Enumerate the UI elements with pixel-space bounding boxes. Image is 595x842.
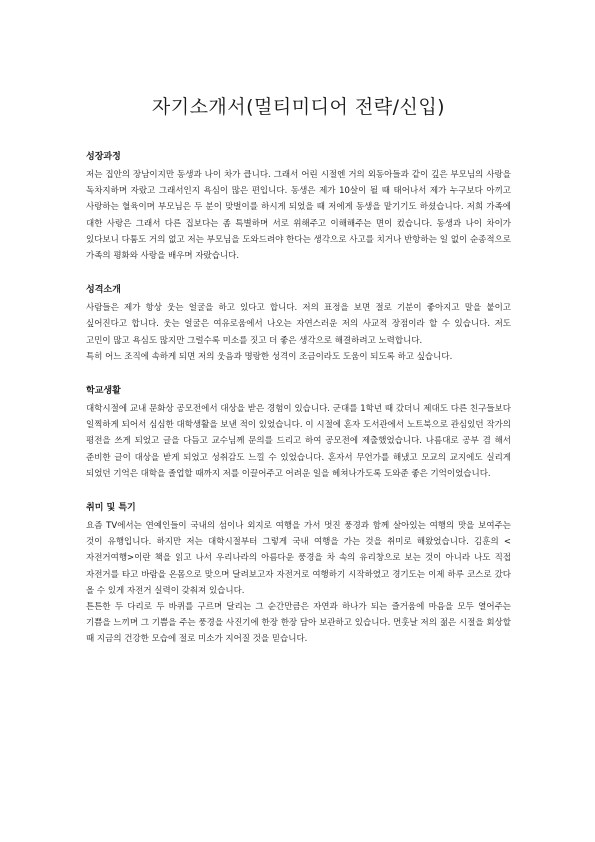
section-growth [86, 151, 511, 264]
section-paragraph: 사람들은 제가 항상 웃는 얼굴을 하고 있다고 합니다. 저의 표정을 보면 절로 기분이 좋아지고 말을 붙이고 싶어진다고 합니다. 웃는 얼굴은 여유로움에서 나오는 자연스러운 저의 사교적 장점이라 할 수 있습니다. 저도 고민이 많고 욕심도 많지만 그럴수록 미소를 짓고 더 좋은 생각으로 해결하려고 노력합니다. [86, 303, 511, 346]
section-heading: 성장과정 [86, 152, 121, 162]
section-heading: 학교생활 [86, 386, 121, 397]
section-paragraph: 요즘 TV에서는 연예인들이 국내의 섬이나 외지로 여행을 가서 멋진 풍경과 함께 살아있는 여행의 맛을 보여주는 것이 유행입니다. 하지만 저는 대학시절부터 그렇게 국내 여행을 가는 것을 취미로 해왔었습니다. 김훈의 <자전거여행>이란 책을 읽고 나서 우리나라의 아름다운 풍경을 차 속의 유리창으로 보는 것이 아니라 나도 직접 자전거를 타고 바람을 온몸으로 맞으며 달려보고자 자전거로 여행하기 시작하였고 경기도는 이제 하루 코스로 갔다 올 수 있게 자전거 실력이 갖춰져 있습니다. [86, 521, 511, 596]
section-hobbies [86, 502, 511, 648]
section-paragraph: 저는 집안의 장남이지만 동생과 나이 차가 큽니다. 그래서 어린 시절엔 거의 외동아들과 같이 깊은 부모님의 사랑을 독차지하며 자랐고 그래서인지 욕심이 많은 편입니다. 동생은 제가 10살이 될 때 태어나서 제가 누구보다 아끼고 사랑하는 혈육이며 부모님은 두 분이 맞벌이를 하시게 되었을 때 저에게 동생을 맡기기도 하셨습니다. 저희 가족에 대한 사랑은 그래서 다른 집보다는 좀 특별하며 서로 위해주고 이해해주는 면이 컸습니다. 동생과 나이 차이가 있다보니 다툼도 거의 없고 저는 부모님을 도와드려야 한다는 생각으로 사고를 치거나 반항하는 일 없이 순종적으로 가족의 평화와 사랑을 배우며 자랐습니다. [86, 170, 511, 262]
section-paragraph: 대학시절에 교내 문화상 공모전에서 대상을 받은 경험이 있습니다. 군대를 1학년 때 갔더니 제대도 다른 친구들보다 일찍하게 되어서 심심한 대학생활을 보낸 적이 있었습니다. 이 시절에 혼자 도서관에서 노트북으로 관심있던 작가의 평전을 쓰게 되었고 글을 다듬고 교수님께 문의를 드리고 하여 공모전에 제출했었습니다. 나름대로 공부 겸 해서 준비한 글이 대상을 받게 되었고 성취감도 느낄 수 있었습니다. 혼자서 무언가를 해냈고 모교의 교지에도 실리게 되었던 기억은 대학을 졸업할 때까지 저를 이끌어주고 어려운 일을 헤쳐나가도록 도와준 좋은 기억이었습니다. [86, 404, 511, 479]
section-heading: 성격소개 [86, 285, 121, 296]
document-title: 자기소개서(멀티미디어 전략/신입) [151, 96, 446, 118]
section-paragraph: 튼튼한 두 다리로 두 바퀴를 구르며 달리는 그 순간만큼은 자연과 하나가 되는 즐거움에 마음을 모두 열어주는 기쁨을 느끼며 그 기쁨을 주는 풍경을 사진기에 한장 한장 담아 보관하고 있습니다. 먼훗날 저의 젊은 시절을 회상할 때 지금의 건강한 모습에 절로 미소가 지어질 것을 믿습니다. [86, 602, 511, 645]
section-school-life [86, 385, 511, 482]
section-paragraph: 특히 어느 조직에 속하게 되면 저의 웃음과 명랑한 성격이 조금이라도 도움이 되도록 하고 싶습니다. [86, 351, 453, 362]
section-heading: 취미 및 특기 [86, 503, 136, 514]
section-personality [86, 284, 511, 365]
